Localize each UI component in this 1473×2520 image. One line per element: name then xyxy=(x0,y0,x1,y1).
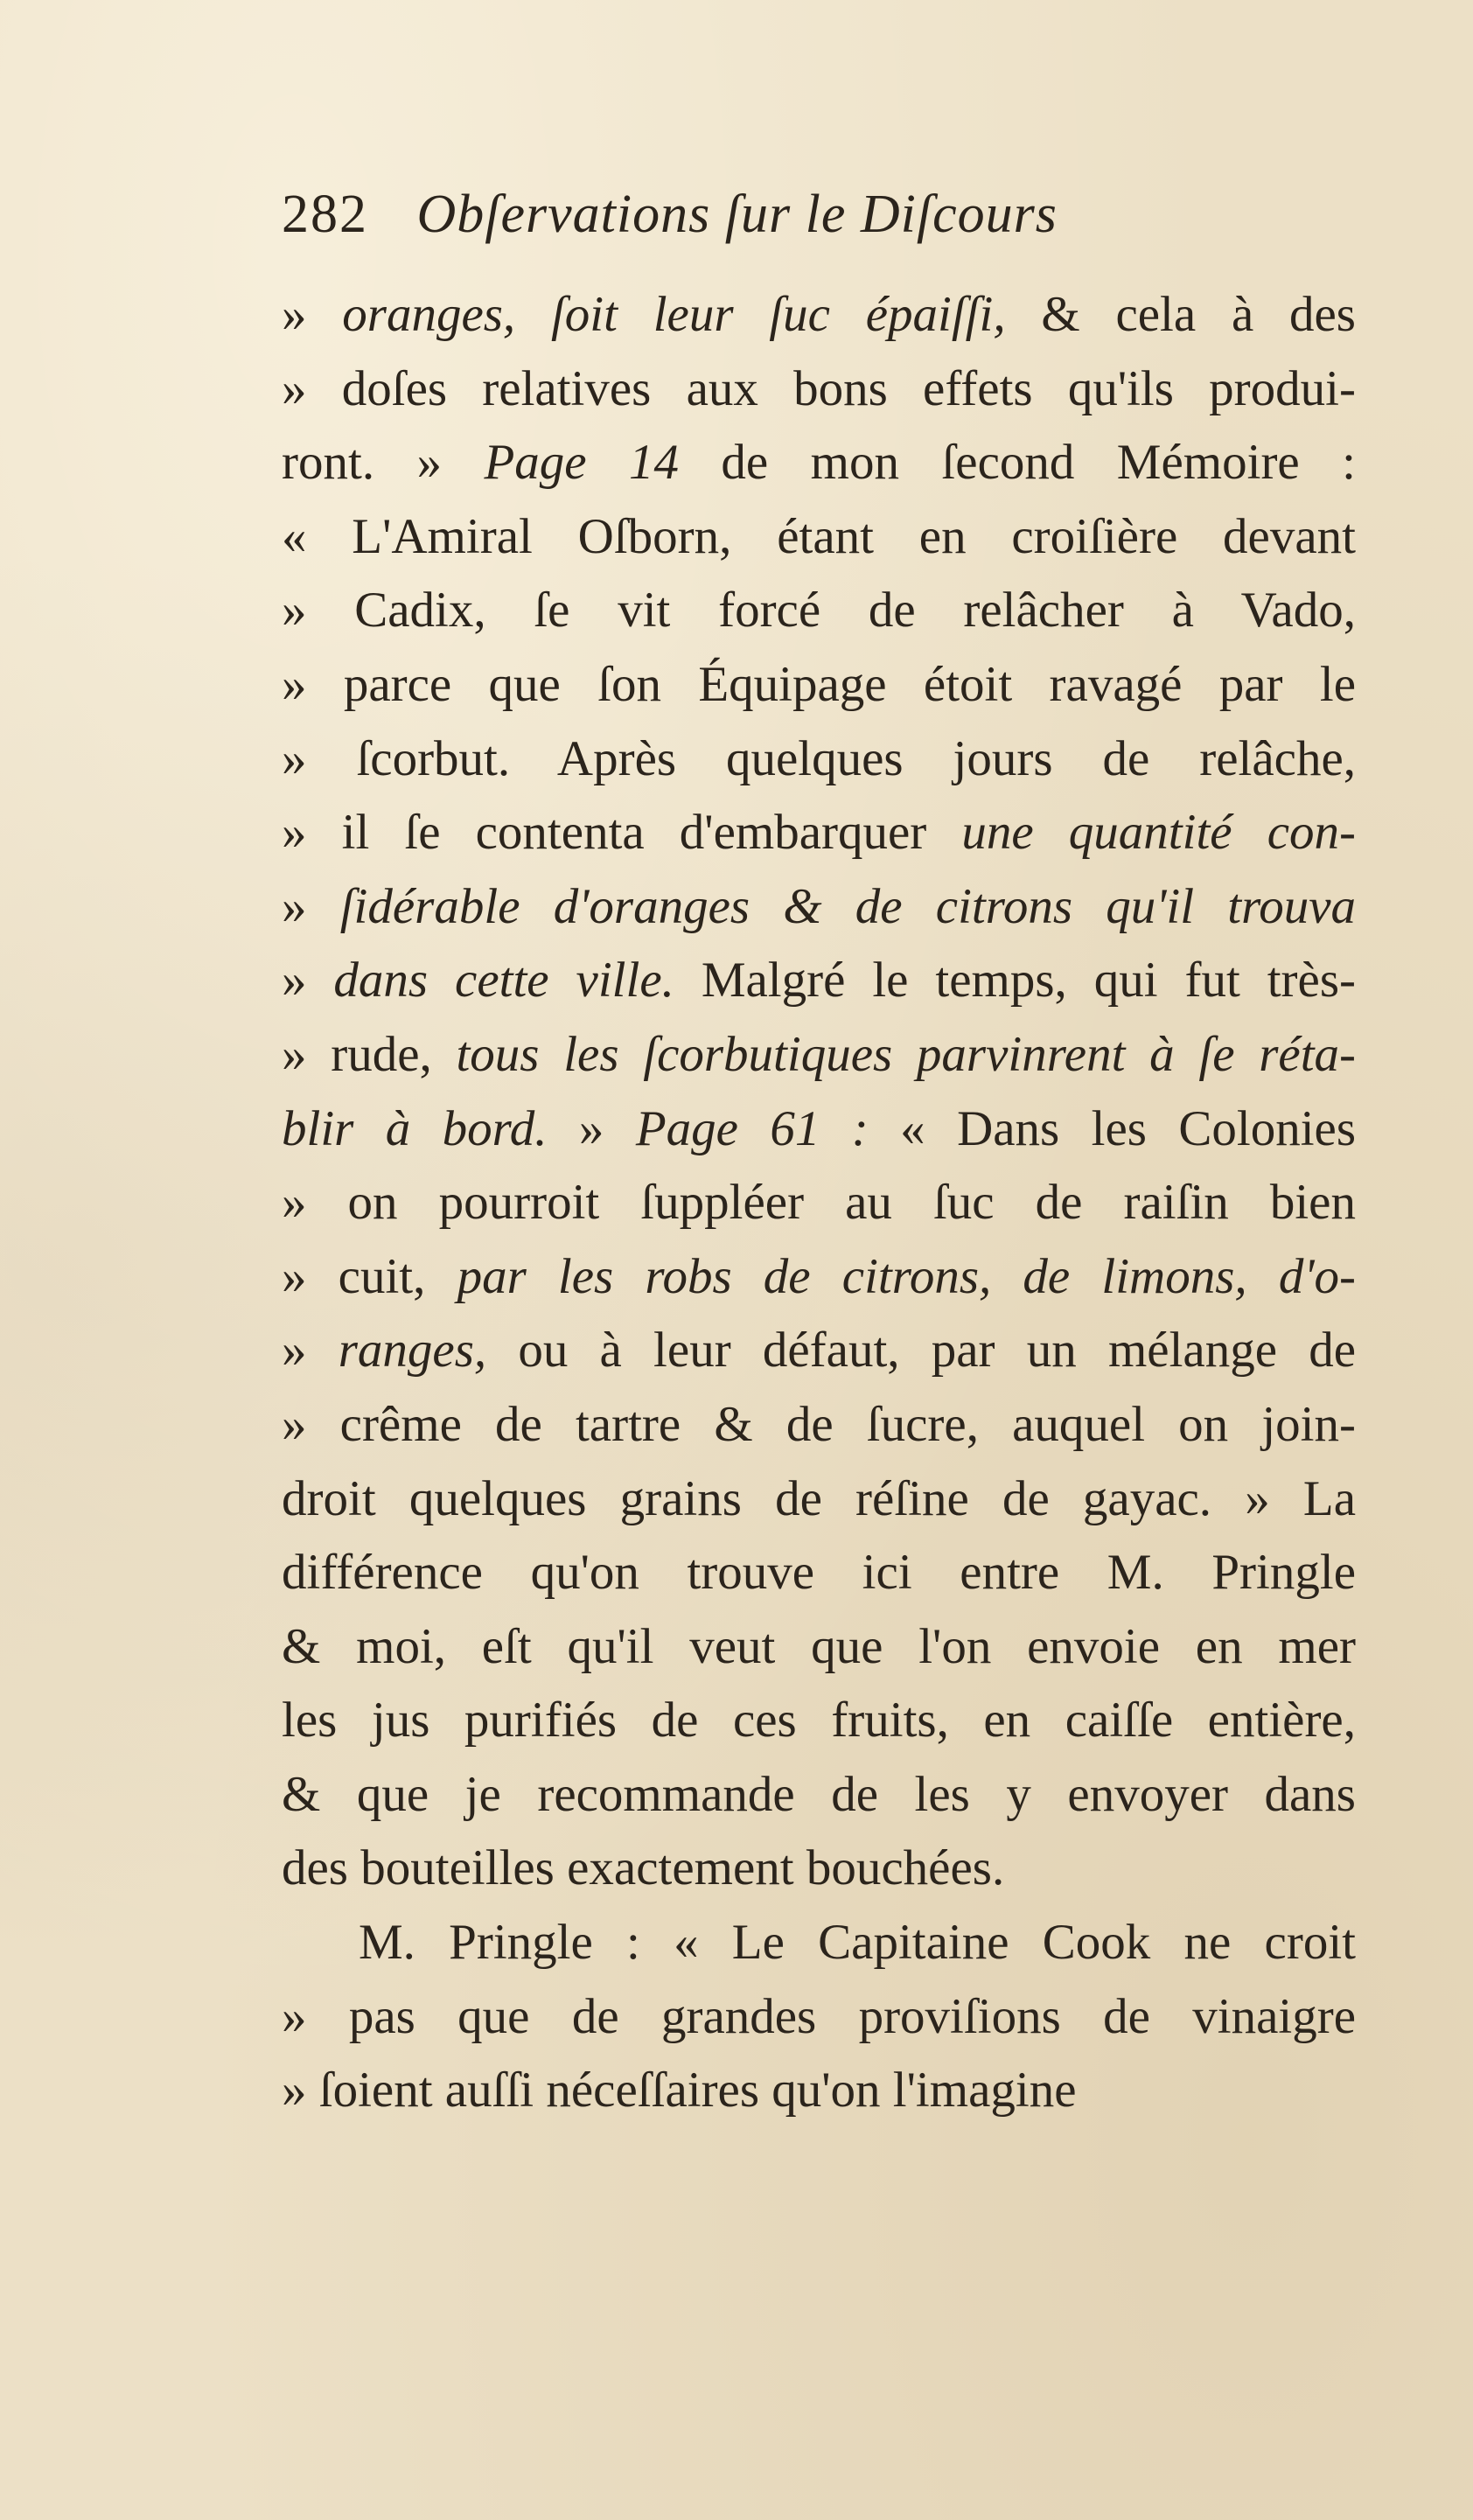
text-segment: » pas que de grandes proviſions de vinaigre xyxy=(282,1988,1356,2044)
text-line xyxy=(282,574,1356,648)
text-line xyxy=(282,426,1356,500)
text-segment: Malgré le temps, qui fut très- xyxy=(674,953,1356,1009)
running-head-title: Obſervations ſur le Diſcours xyxy=(416,185,1058,244)
text-line xyxy=(282,1906,1356,1980)
text-line xyxy=(282,1980,1356,2055)
italic-segment: ſidérable d'oranges & de citrons qu'il trouva xyxy=(339,878,1356,934)
text-segment: ront. » xyxy=(282,435,485,491)
text-segment: & moi, eſt qu'il veut que l'on envoie en mer xyxy=(282,1618,1356,1674)
text-line xyxy=(282,1832,1356,1906)
text-segment: » xyxy=(547,1100,636,1156)
text-segment: ou à leur défaut, par un mélange de xyxy=(486,1323,1356,1379)
text-segment: de mon ſecond Mémoire : xyxy=(679,435,1356,491)
text-segment: droit quelques grains de réſine de gayac. » La xyxy=(282,1470,1356,1526)
text-line xyxy=(282,1166,1356,1240)
italic-segment: oranges, ſoit leur ſuc épaiſſi, xyxy=(342,287,1006,342)
text-line xyxy=(282,1462,1356,1537)
italic-segment: ranges, xyxy=(338,1323,487,1379)
text-segment: » xyxy=(282,953,334,1009)
italic-segment: blir à bord. xyxy=(282,1100,548,1156)
text-line xyxy=(282,500,1356,575)
text-segment: » ſoient auſſi néceſſaires qu'on l'imagine xyxy=(282,2063,1077,2119)
text-line xyxy=(282,353,1356,427)
text-segment: » on pourroit ſuppléer au ſuc de raiſin bien xyxy=(282,1175,1356,1231)
text-line xyxy=(282,2054,1356,2128)
text-line xyxy=(282,722,1356,797)
text-segment: « Dans les Colonies xyxy=(868,1100,1356,1156)
italic-segment: une quantité con- xyxy=(961,805,1356,861)
text-segment: » crême de tartre & de ſucre, auquel on join- xyxy=(282,1396,1356,1452)
text-line xyxy=(282,278,1356,353)
text-line xyxy=(282,1092,1356,1167)
text-line xyxy=(282,944,1356,1018)
text-segment: des bouteilles exactement bouchées. xyxy=(282,1840,1005,1896)
text-line xyxy=(282,1684,1356,1758)
text-line xyxy=(282,1536,1356,1610)
text-line xyxy=(282,1018,1356,1092)
italic-segment: dans cette ville. xyxy=(333,953,674,1009)
italic-segment: par les robs de citrons, de limons, d'o- xyxy=(457,1248,1356,1304)
text-segment: » il ſe contenta d'embarquer xyxy=(282,805,962,861)
text-line xyxy=(282,796,1356,870)
text-line xyxy=(282,1758,1356,1832)
text-segment: différence qu'on trouve ici entre M. Pringle xyxy=(282,1545,1356,1601)
text-segment: & que je recommande de les y envoyer dans xyxy=(282,1766,1356,1822)
text-segment: M. Pringle : « Le Capitaine Cook ne croit xyxy=(359,1915,1356,1971)
text-segment: » cuit, xyxy=(282,1248,457,1304)
text-segment: » rude, xyxy=(282,1026,457,1082)
text-line xyxy=(282,648,1356,722)
text-line xyxy=(282,870,1356,945)
body-text xyxy=(282,278,1356,2128)
text-line xyxy=(282,1240,1356,1315)
text-segment: & cela à des xyxy=(1005,287,1356,342)
italic-segment: Page 61 : xyxy=(635,1100,869,1156)
text-line xyxy=(282,1610,1356,1685)
page-number: 282 xyxy=(282,185,368,244)
text-segment: « L'Amiral Oſborn, étant en croiſière devant xyxy=(282,508,1356,564)
text-segment: » Cadix, ſe vit forcé de relâcher à Vado, xyxy=(282,583,1356,639)
text-segment: » xyxy=(282,878,340,934)
text-segment: » parce que ſon Équipage étoit ravagé par le xyxy=(282,656,1356,712)
italic-segment: Page 14 xyxy=(484,435,679,491)
text-line xyxy=(282,1388,1356,1462)
text-segment: » xyxy=(282,1323,339,1379)
text-segment: » xyxy=(282,287,343,342)
text-line xyxy=(282,1314,1356,1388)
text-segment: les jus purifiés de ces fruits, en caiſſe entière, xyxy=(282,1693,1356,1749)
text-segment: » doſes relatives aux bons effets qu'ils produi- xyxy=(282,360,1356,416)
italic-segment: tous les ſcorbutiques parvinrent à ſe réta- xyxy=(456,1026,1356,1082)
running-head xyxy=(282,175,1366,254)
text-segment: » ſcorbut. Après quelques jours de relâche, xyxy=(282,730,1356,786)
